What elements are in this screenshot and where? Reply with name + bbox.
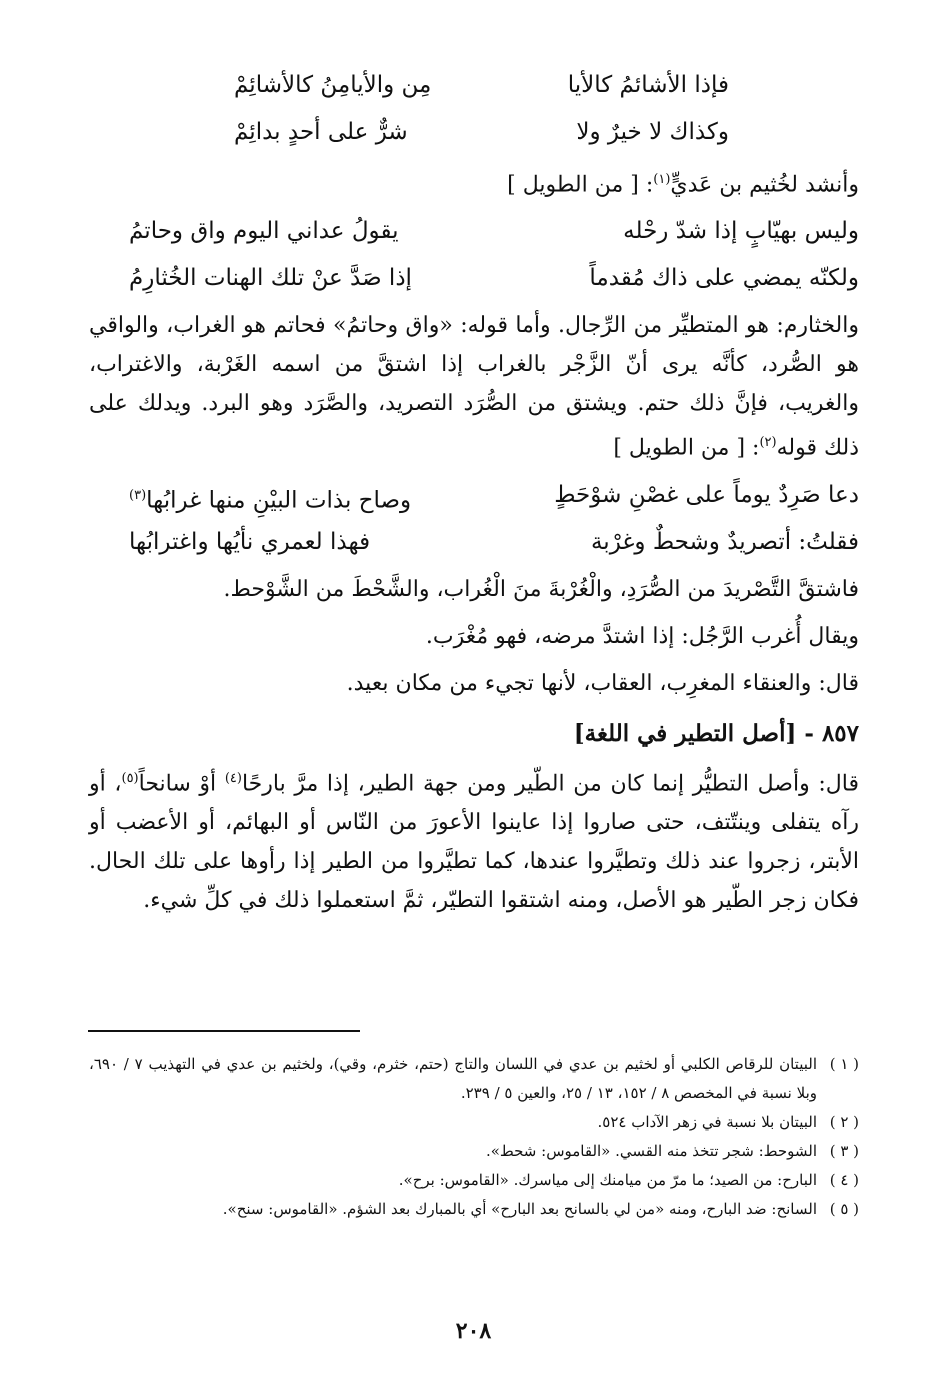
footnote-ref[interactable]: (٥) <box>121 770 139 786</box>
verse-second-hemistich: فهذا لعمري نأيُها واغترابُها <box>129 528 371 555</box>
verse-first-hemistich: وليس بهيّابٍ إذا شدّ رحْله <box>623 218 859 245</box>
verse-second-hemistich: شرٌّ على أحدٍ بدائِمْ <box>234 119 408 145</box>
poem-introduction <box>89 156 859 208</box>
poem-verse <box>234 109 729 156</box>
verse-first-hemistich: فقلتُ: أتصريدٌ وشحطٌ وغرْبة <box>590 528 859 555</box>
footnote-number: ( ٣ ) <box>829 1142 859 1160</box>
poem-verse <box>129 519 859 566</box>
verse-first-hemistich: ولكنّه يمضي على ذاك مُقدماً <box>589 265 859 292</box>
poem-verse <box>234 62 729 109</box>
paragraph-text: والخثارم: هو المتطيِّر من الرِّجال. وأما قوله: «واق وحاتمُ» فحاتم هو الغراب، والواقي هو الصُّرد، كأنَّه يرى أنّ الزَّجْر بالغراب إذا اشتقَّ من اسمه الغَرْبة، والاغتراب، والغريب، فإنَّ ذلك حتم. ويشتق من الصُّرَد التصريد، والصَّرَد وهو البرد. ويدلك على ذلك قوله <box>89 313 859 461</box>
section-heading: ٨٥٧ - [أصل التطير في اللغة] <box>573 719 859 747</box>
poem-verse <box>129 472 859 519</box>
footnote-text: الشوحط: شجر تتخذ منه القسي. «القاموس: شحط». <box>485 1142 817 1160</box>
footnotes <box>89 1050 859 1224</box>
footnote-number: ( ١ ) <box>829 1055 859 1073</box>
page-number: ٢٠٨ <box>455 1318 492 1344</box>
footnote-text: البارح: من الصيد؛ ما مرّ من ميامنك إلى مياسرك. «القاموس: برح». <box>398 1171 817 1189</box>
footnote-ref[interactable]: (٤) <box>224 770 242 786</box>
body-paragraph <box>89 306 859 467</box>
paragraph-text: أوْ سانحاً <box>138 770 225 796</box>
main-text <box>89 62 859 920</box>
footnote <box>89 1108 859 1137</box>
poem-verse <box>129 208 859 255</box>
footnote-number: ( ٤ ) <box>829 1171 859 1189</box>
meter-label: : [ من الطويل ] <box>507 172 654 198</box>
verse-second-hemistich: مِن والأيامِنُ كالأشائِمْ <box>234 72 432 98</box>
footnote-text: البيتان بلا نسبة في زهر الآداب ٥٢٤. <box>597 1113 817 1131</box>
body-line: قال: والعنقاء المغرِب، العقاب، لأنها تجيء من مكان بعيد. <box>346 670 859 696</box>
footnote-text: السانح: ضد البارح، ومنه «من لي بالسانح بعد البارح» أي بالمبارك بعد الشؤم. «القاموس: سنح». <box>222 1200 817 1218</box>
paragraph-text: قال: وأصل التطيُّر إنما كان من الطّير ومن جهة الطير، إذا مرَّ بارحًا <box>241 770 859 796</box>
poem-verse <box>129 255 859 302</box>
intro-text: وأنشد لخُثيم بن عَديٍّ <box>670 172 859 198</box>
footnote-number: ( ٥ ) <box>829 1200 859 1218</box>
footnote-ref[interactable]: (١) <box>653 172 671 187</box>
footnote-ref[interactable]: (٢) <box>759 435 777 451</box>
footnote <box>89 1166 859 1195</box>
verse-second-hemistich: يقولُ عداني اليوم واق وحاتمُ <box>129 218 399 245</box>
body-paragraph <box>89 759 859 920</box>
footnote-divider <box>88 1030 360 1032</box>
footnote-ref[interactable]: (٣) <box>129 487 147 503</box>
body-line: فاشتقَّ التَّصْريدَ من الصُّرَدِ، والْغُرْبةَ منَ الْغُراب، والشَّحْطَ من الشَّوْحط. <box>223 576 859 602</box>
footnote-number: ( ٢ ) <box>829 1113 859 1131</box>
verse-second-hemistich <box>129 472 459 519</box>
footnote-text: البيتان للرقاص الكلبي أو لخثيم بن عدي في اللسان والتاج (حتم، خثرم، وقي)، ولخثيم بن عدي في التهذيب ٧ / ٦٩٠، وبلا نسبة في المخصص ٨ / ١٥٢، ١٣ / ٢٥، والعين ٥ / ٢٣٩. <box>89 1055 817 1102</box>
footnote <box>89 1195 859 1224</box>
footnote <box>89 1050 859 1108</box>
verse-first-hemistich: فإذا الأشائمُ كالأيا <box>567 72 729 98</box>
hemistich-text: وصاح بذات البيْنِ منها غرابُها <box>146 487 412 514</box>
verse-first-hemistich: وكذاك لا خيرٌ ولا <box>576 119 729 145</box>
body-line: ويقال أُغرب الرَّجُل: إذا اشتدَّ مرضه، فهو مُغْرَب. <box>425 623 859 649</box>
meter-label: : [ من الطويل ] <box>613 435 760 461</box>
footnote <box>89 1137 859 1166</box>
paragraph-text: ، أو رآه يتفلى وينتّتف، حتى صاروا إذا عاينوا الأعورَ من النّاس أو البهائم، أو الأعضب أو الأبتر، زجروا عند ذلك وتطيَّروا عندها، كما تطيَّروا من الطير إذا رأوها على تلك الحال. فكان زجر الطّير هو الأصل، ومنه اشتقوا التطيّر، ثمَّ استعملوا ذلك في كلِّ شيء. <box>89 770 859 913</box>
verse-second-hemistich: إذا صَدَّ عنْ تلك الهنات الخُثارِمُ <box>129 265 412 292</box>
verse-first-hemistich: دعا صَرِدٌ يوماً على غصْنِ شوْحَطٍ <box>554 481 859 508</box>
